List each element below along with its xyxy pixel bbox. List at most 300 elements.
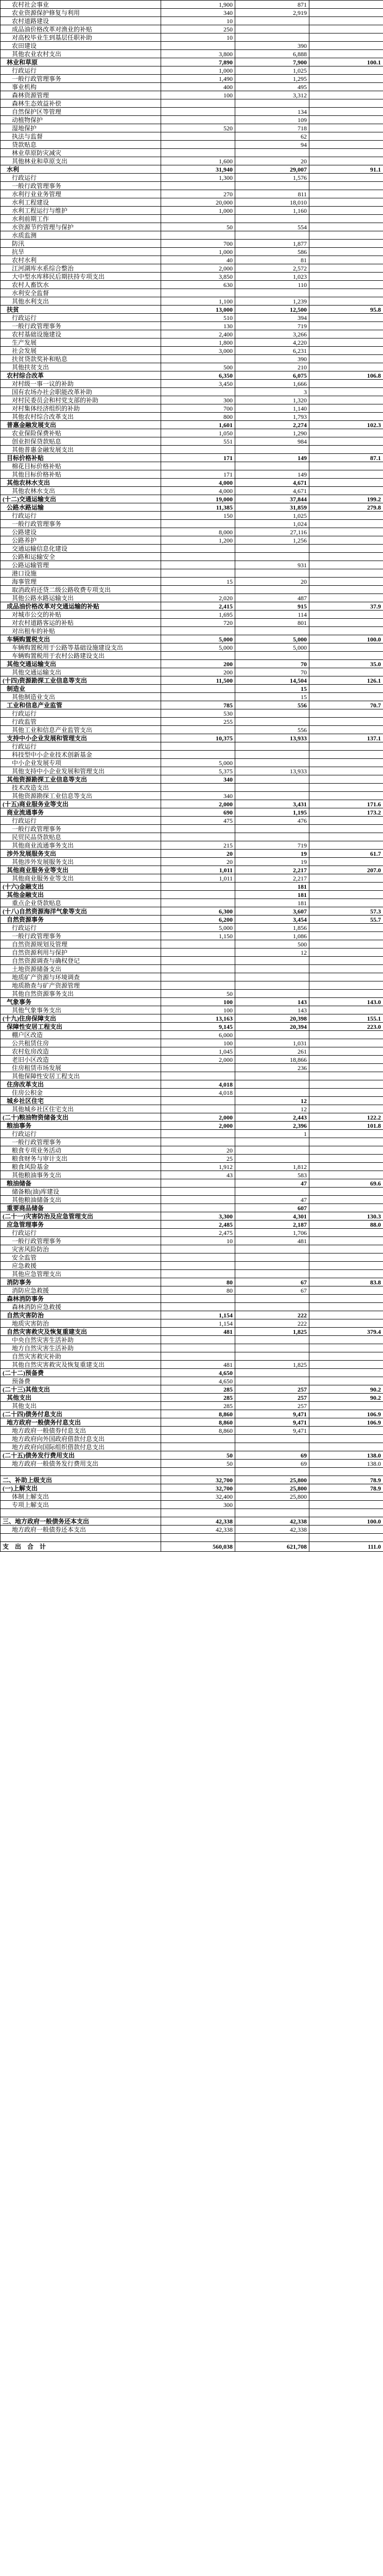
row-actual: 31,859 [235,503,309,512]
row-actual: 4,220 [235,338,309,347]
row-label: 其他商业服务业等支出 [1,866,161,874]
row-percent [309,9,383,17]
table-row [1,545,383,553]
row-label: 一般行政管理事务 [1,75,161,83]
row-actual: 67 [235,1286,309,1295]
row-budget: 100 [161,1006,235,1014]
row-budget: 1,100 [161,297,235,306]
table-row [1,800,383,808]
row-budget: 10 [161,33,235,42]
total-budget: 560,038 [161,1542,235,1552]
row-budget: 1,200 [161,536,235,545]
row-percent [309,289,383,297]
row-budget: 1,000 [161,248,235,256]
row-actual: 62 [235,132,309,141]
row-actual [235,1089,309,1097]
row-budget [161,1196,235,1204]
row-budget: 255 [161,718,235,726]
table-row [1,1509,383,1517]
row-percent [309,899,383,907]
table-row [1,190,383,198]
table-row [1,108,383,116]
row-actual [235,569,309,578]
row-percent [309,611,383,619]
row-label: 一般行政管理事务 [1,825,161,833]
row-budget: 50 [161,1451,235,1460]
row-actual [235,759,309,767]
row-budget: 475 [161,817,235,825]
row-percent [309,751,383,759]
table-row [1,1344,383,1352]
row-budget: 2,000 [161,1056,235,1064]
row-label: 其他普惠金融发展支出 [1,446,161,454]
row-label: 制造业 [1,685,161,693]
row-label: 公路养护 [1,536,161,545]
table-row [1,91,383,99]
row-budget [161,141,235,149]
row-actual [235,1501,309,1509]
table-row [1,1311,383,1319]
row-percent [309,347,383,355]
row-percent [309,314,383,322]
row-budget [161,446,235,454]
row-label: 地质灾害防治 [1,1319,161,1328]
row-label: 其他金融支出 [1,891,161,899]
row-budget: 1,695 [161,611,235,619]
row-budget [161,108,235,116]
row-actual: 9,471 [235,1427,309,1435]
table-row [1,330,383,338]
table-row [1,808,383,817]
row-label: 森林资源管理 [1,91,161,99]
row-label: 行政运行 [1,924,161,932]
table-row [1,363,383,371]
row-actual: 19 [235,858,309,866]
row-label: 气象事务 [1,998,161,1006]
row-actual: 1,086 [235,932,309,940]
row-actual: 25,800 [235,1484,309,1493]
row-budget: 4,018 [161,1080,235,1089]
row-percent [309,1006,383,1014]
row-budget: 43 [161,1171,235,1179]
row-percent [309,355,383,363]
row-actual [235,1369,309,1377]
table-row [1,1534,383,1542]
row-actual: 1,856 [235,924,309,932]
table-row [1,1253,383,1262]
row-actual [235,1031,309,1039]
row-percent [309,99,383,108]
table-row [1,602,383,611]
row-label: 中小企业发展专项 [1,759,161,767]
row-budget [161,215,235,223]
row-actual: 476 [235,817,309,825]
row-label: 车辆购置税支出 [1,635,161,643]
table-row [1,619,383,627]
table-row [1,1286,383,1295]
row-label: (二十二)预备费 [1,1369,161,1377]
row-label: 行政运行 [1,709,161,718]
row-budget [161,1262,235,1270]
row-label: 森林生态效益补偿 [1,99,161,108]
row-actual: 871 [235,1,309,9]
row-actual: 15 [235,693,309,701]
table-row [1,1039,383,1047]
row-actual: 109 [235,116,309,124]
row-percent [309,363,383,371]
table-row [1,726,383,734]
row-label: 农村水利 [1,256,161,264]
row-budget [161,1179,235,1188]
row-label: 其他农村综合改革支出 [1,413,161,421]
row-label: 林业和草原 [1,58,161,66]
row-actual: 1,031 [235,1039,309,1047]
row-actual: 143 [235,998,309,1006]
row-budget: 15 [161,578,235,586]
row-percent [309,487,383,495]
row-budget: 3,450 [161,380,235,388]
table-row [1,1369,383,1377]
row-percent: 126.1 [309,676,383,685]
row-percent [309,141,383,149]
row-percent [309,1303,383,1311]
table-row [1,1262,383,1270]
row-percent: 78.9 [309,1476,383,1484]
row-actual: 1,025 [235,66,309,75]
row-budget: 32,700 [161,1476,235,1484]
row-label: 地方政府一般债务发行费用支出 [1,1460,161,1468]
row-actual: 500 [235,940,309,948]
row-percent [309,973,383,981]
row-actual [235,446,309,454]
row-percent [309,643,383,652]
row-percent [309,561,383,569]
table-row [1,322,383,330]
row-percent [309,1146,383,1155]
row-label: 成品油价格改革对渔业的补贴 [1,25,161,33]
row-actual: 5,000 [235,643,309,652]
row-actual [235,990,309,998]
table-row [1,174,383,182]
row-label: 三、地方政府一般债务还本支出 [1,1517,161,1526]
row-label: 地方政府一般债务付息支出 [1,1418,161,1427]
row-percent [309,545,383,553]
row-label: 公路运输管理 [1,561,161,569]
row-budget [161,726,235,734]
row-label: 港口设施 [1,569,161,578]
row-label [1,1468,161,1476]
table-row [1,660,383,668]
row-budget: 50 [161,990,235,998]
row-budget: 171 [161,454,235,462]
table-row [1,1270,383,1278]
table-row [1,759,383,767]
row-budget: 130 [161,322,235,330]
row-actual: 556 [235,726,309,734]
table-row [1,990,383,998]
row-actual: 9,471 [235,1410,309,1418]
row-label: 其他应急管理支出 [1,1270,161,1278]
row-label: 其他农林水支出 [1,487,161,495]
row-percent [309,479,383,487]
row-budget: 2,000 [161,264,235,273]
row-budget: 3,850 [161,273,235,281]
row-label: 其他涉外发展服务支出 [1,858,161,866]
table-row [1,1303,383,1311]
row-percent [309,627,383,635]
row-percent: 138.0 [309,1460,383,1468]
row-actual [235,792,309,800]
row-budget [161,1352,235,1361]
row-percent: 223.0 [309,1023,383,1031]
row-budget: 1,150 [161,932,235,940]
row-label: 水利行业业务管理 [1,190,161,198]
table-row [1,157,383,165]
table-row [1,1138,383,1146]
row-percent: 55.7 [309,916,383,924]
row-budget: 1,490 [161,75,235,83]
row-actual: 114 [235,611,309,619]
row-percent [309,578,383,586]
row-label: 公路建设 [1,528,161,536]
table-row [1,487,383,495]
row-actual: 6,075 [235,371,309,380]
row-percent [309,1468,383,1476]
row-percent [309,1253,383,1262]
table-row [1,116,383,124]
row-budget: 25 [161,1155,235,1163]
row-actual: 257 [235,1385,309,1394]
row-actual: 69 [235,1451,309,1460]
table-row [1,635,383,643]
row-percent: 88.0 [309,1221,383,1229]
table-row [1,1221,383,1229]
row-budget: 50 [161,223,235,231]
row-budget: 340 [161,775,235,784]
row-percent [309,759,383,767]
row-percent [309,429,383,437]
row-actual: 586 [235,248,309,256]
table-row [1,1006,383,1014]
row-actual [235,825,309,833]
row-actual [235,709,309,718]
row-label: 住房租赁市场发展 [1,1064,161,1072]
row-actual [235,289,309,297]
row-percent [309,594,383,602]
row-actual: 12,500 [235,306,309,314]
table-row [1,503,383,512]
row-label: 城乡社区住宅 [1,1097,161,1105]
row-budget: 700 [161,404,235,413]
table-row [1,899,383,907]
row-percent [309,668,383,676]
row-label: 生产发展 [1,338,161,347]
row-actual: 13,933 [235,767,309,775]
table-row [1,1517,383,1526]
row-budget: 5,375 [161,767,235,775]
row-label: 地质矿产资源与环境调查 [1,973,161,981]
row-budget: 10 [161,1237,235,1245]
table-row [1,371,383,380]
table-row [1,594,383,602]
row-actual: 2,919 [235,9,309,17]
row-actual: 20,394 [235,1023,309,1031]
row-actual: 1 [235,1130,309,1138]
row-label: 其他扶贫支出 [1,363,161,371]
table-row [1,495,383,503]
row-actual: 2,187 [235,1221,309,1229]
row-percent [309,462,383,470]
row-actual: 2,217 [235,866,309,874]
row-percent [309,726,383,734]
row-label: 工业和信息产业监管 [1,701,161,709]
table-row [1,1451,383,1460]
table-row [1,240,383,248]
row-label: 民贸民品贷款贴息 [1,833,161,841]
row-label: 行政运行 [1,174,161,182]
row-percent [309,1204,383,1212]
row-budget: 20 [161,858,235,866]
row-budget: 11,385 [161,503,235,512]
row-budget: 630 [161,281,235,289]
table-row [1,973,383,981]
row-budget: 2,485 [161,1221,235,1229]
table-row [1,685,383,693]
row-budget [161,586,235,594]
row-budget: 100 [161,1039,235,1047]
row-actual [235,231,309,240]
row-label: 重点企业贷款贴息 [1,899,161,907]
row-budget [161,520,235,528]
row-label: 成品油价格改革对交通运输的补贴 [1,602,161,611]
row-percent [309,1435,383,1443]
row-budget [161,1130,235,1138]
row-percent [309,380,383,388]
row-label: 技术改造支出 [1,784,161,792]
row-percent [309,207,383,215]
row-percent [309,1171,383,1179]
row-label: 地方政府向外国政府借款付息支出 [1,1435,161,1443]
row-actual [235,1155,309,1163]
row-label: 行政运行 [1,66,161,75]
row-percent [309,924,383,932]
row-actual: 984 [235,437,309,446]
row-budget: 800 [161,413,235,421]
row-label: 林业草原防灾减灾 [1,149,161,157]
table-row [1,627,383,635]
row-actual: 70 [235,668,309,676]
table-row [1,1352,383,1361]
row-actual: 1,256 [235,536,309,545]
row-actual [235,627,309,635]
row-label [1,1534,161,1542]
table-row [1,1179,383,1188]
row-percent [309,198,383,207]
table-row [1,1171,383,1179]
row-percent [309,446,383,454]
row-label: 动植物保护 [1,116,161,124]
row-percent [309,330,383,338]
row-budget: 510 [161,314,235,322]
table-row [1,1122,383,1130]
row-percent: 37.9 [309,602,383,611]
row-label: 车辆购置税用于公路等基础设施建设支出 [1,643,161,652]
row-actual [235,215,309,223]
row-label: 一般行政管理事务 [1,520,161,528]
row-percent [309,1361,383,1369]
row-actual [235,784,309,792]
table-row [1,1237,383,1245]
row-budget [161,751,235,759]
row-budget: 285 [161,1402,235,1410]
row-label: 商业流通事务 [1,808,161,817]
row-label: 其他粮油储备支出 [1,1196,161,1204]
row-budget: 8,860 [161,1410,235,1418]
row-budget [161,1295,235,1303]
table-row [1,413,383,421]
table-row [1,1072,383,1080]
row-actual: 607 [235,1204,309,1212]
row-percent [309,116,383,124]
row-actual [235,182,309,190]
row-budget: 2,400 [161,330,235,338]
row-label: 贷款贴息 [1,141,161,149]
row-percent: 130.3 [309,1212,383,1221]
row-actual [235,1468,309,1476]
row-percent [309,520,383,528]
row-label: (二十一)灾害防治及应急管理支出 [1,1212,161,1221]
row-budget: 250 [161,25,235,33]
row-label: 其他工业和信息产业监管支出 [1,726,161,734]
row-actual: 1,793 [235,413,309,421]
row-percent [309,1097,383,1105]
table-row [1,1097,383,1105]
row-percent: 379.4 [309,1328,383,1336]
row-label: 其他气象事务支出 [1,1006,161,1014]
table-row [1,1146,383,1155]
row-actual: 13,933 [235,734,309,742]
table-row [1,1113,383,1122]
row-budget: 4,650 [161,1369,235,1377]
table-row [1,718,383,726]
table-row [1,1064,383,1072]
table-row [1,1501,383,1509]
row-budget: 8,860 [161,1427,235,1435]
row-actual: 583 [235,1171,309,1179]
row-actual: 47 [235,1179,309,1188]
row-label: 消防事务 [1,1278,161,1286]
row-actual: 3 [235,388,309,396]
row-percent [309,1072,383,1080]
row-budget: 2,020 [161,594,235,602]
row-percent [309,742,383,751]
row-budget: 5,000 [161,635,235,643]
row-budget: 300 [161,1501,235,1509]
row-percent [309,223,383,231]
table-row [1,561,383,569]
row-actual [235,833,309,841]
row-percent [309,528,383,536]
table-row [1,825,383,833]
row-label: (二十三)其他支出 [1,1385,161,1394]
row-label: 应急救援 [1,1262,161,1270]
table-row [1,1418,383,1427]
row-budget [161,742,235,751]
row-budget [161,42,235,50]
row-label: 预备费 [1,1377,161,1385]
row-percent [309,248,383,256]
table-row [1,611,383,619]
